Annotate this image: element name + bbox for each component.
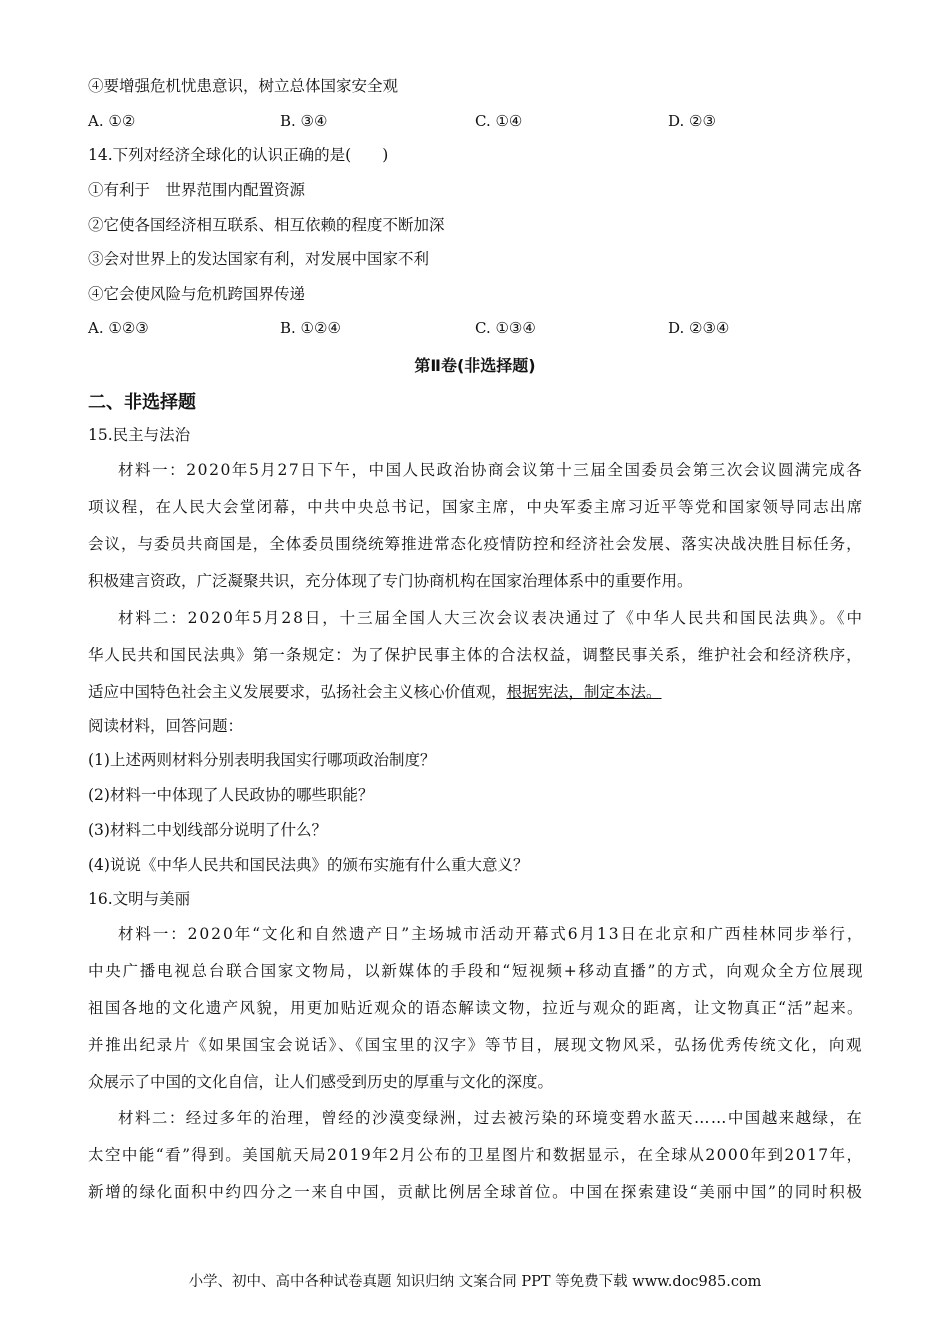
q13-option-c: C. ①④ bbox=[475, 112, 523, 130]
q14-item-2: ②它使各国经济相互联系、相互依赖的程度不断加深 bbox=[88, 216, 445, 234]
q16-material1-line: 中央广播电视总台联合国家文物局，以新媒体的手段和“短视频+移动直播”的方式，向观众全方位展现 bbox=[88, 962, 865, 980]
q15-material1-line: 项议程，在人民大会堂闭幕，中共中央总书记，国家主席，中央军委主席习近平等党和国家领导同志出席 bbox=[88, 498, 864, 516]
q13-item-4: ④要增强危机忧患意识，树立总体国家安全观 bbox=[88, 77, 399, 95]
q13-option-b: B. ③④ bbox=[280, 112, 328, 130]
q16-material2-line: 新增的绿化面积中约四分之一来自中国，贡献比例居全球首位。中国在探索建设“美丽中国”的同时积极 bbox=[88, 1183, 864, 1201]
q16-title: 16.文明与美丽 bbox=[88, 890, 191, 908]
q14-option-b: B. ①②④ bbox=[280, 319, 341, 337]
q15-question-4: (4)说说《中华人民共和国民法典》的颁布实施有什么重大意义？ bbox=[88, 856, 529, 874]
q15-material2-line: 材料二：2020年5月28日，十三届全国人大三次会议表决通过了《中华人民共和国民法典》。《中 bbox=[118, 609, 864, 627]
q15-title: 15.民主与法治 bbox=[88, 426, 191, 444]
part2-title: 第Ⅱ卷(非选择题) bbox=[414, 356, 536, 375]
q14-option-d: D. ②③④ bbox=[668, 319, 730, 337]
q16-material1-line: 并推出纪录片《如果国宝会说话》、《国宝里的汉字》等节目，展现文物风采，弘扬优秀传统文化，向观 bbox=[88, 1036, 864, 1054]
q16-material2-line: 太空中能“看”得到。美国航天局2019年2月公布的卫星图片和数据显示，在全球从2000年到2017年， bbox=[88, 1146, 864, 1164]
q15-instruction: 阅读材料，回答问题： bbox=[88, 717, 244, 735]
q15-material2-line: 华人民共和国民法典》第一条规定：为了保护民事主体的合法权益，调整民事关系，维护社会和经济秩序， bbox=[88, 646, 863, 664]
q15-question-1: (1)上述两则材料分别表明我国实行哪项政治制度？ bbox=[88, 751, 436, 769]
q15-material2-last-line bbox=[88, 682, 662, 702]
q16-material1-line: 材料一：2020年“文化和自然遗产日”主场城市活动开幕式6月13日在北京和广西桂林同步举行， bbox=[118, 925, 865, 943]
q14-option-c: C. ①③④ bbox=[475, 319, 536, 337]
q15-question-2: (2)材料一中体现了人民政协的哪些职能？ bbox=[88, 786, 374, 804]
q14-item-1: ①有利于 世界范围内配置资源 bbox=[88, 181, 306, 199]
q15-material2-plain-text: 适应中国特色社会主义发展要求，弘扬社会主义核心价值观， bbox=[88, 683, 507, 701]
page-footer: 小学、初中、高中各种试卷真题 知识归纳 文案合同 PPT 等免费下载 www.doc985.com bbox=[188, 1274, 762, 1290]
q13-option-d: D. ②③ bbox=[668, 112, 716, 130]
q16-material1-line: 祖国各地的文化遗产风貌，用更加贴近观众的语态解读文物，拉近与观众的距离，让文物真正“活”起来。 bbox=[88, 999, 864, 1017]
q15-material1-line: 积极建言资政，广泛凝聚共识，充分体现了专门协商机构在国家治理体系中的重要作用。 bbox=[88, 572, 693, 590]
q16-material1-line: 众展示了中国的文化自信，让人们感受到历史的厚重与文化的深度。 bbox=[88, 1073, 554, 1091]
q16-material2-line: 材料二：经过多年的治理，曾经的沙漠变绿洲，过去被污染的环境变碧水蓝天……中国越来越绿，在 bbox=[118, 1109, 864, 1127]
q13-option-a: A. ①② bbox=[88, 112, 136, 130]
q14-item-3: ③会对世界上的发达国家有利，对发展中国家不利 bbox=[88, 250, 430, 268]
q15-underlined-text: 根据宪法，制定本法。 bbox=[506, 683, 662, 701]
q15-material1-line: 会议，与委员共商国是，全体委员围绕统筹推进常态化疫情防控和经济社会发展、落实决战决胜目标任务， bbox=[88, 535, 863, 553]
q14-option-a: A. ①②③ bbox=[88, 319, 149, 337]
q14-stem: 14.下列对经济全球化的认识正确的是( ) bbox=[88, 146, 389, 164]
q15-question-3: (3)材料二中划线部分说明了什么？ bbox=[88, 821, 327, 839]
q14-item-4: ④它会使风险与危机跨国界传递 bbox=[88, 285, 306, 303]
q15-material1-line: 材料一：2020年5月27日下午，中国人民政治协商会议第十三届全国委员会第三次会议圆满完成各 bbox=[118, 461, 864, 479]
section2-title: 二、非选择题 bbox=[88, 392, 196, 413]
